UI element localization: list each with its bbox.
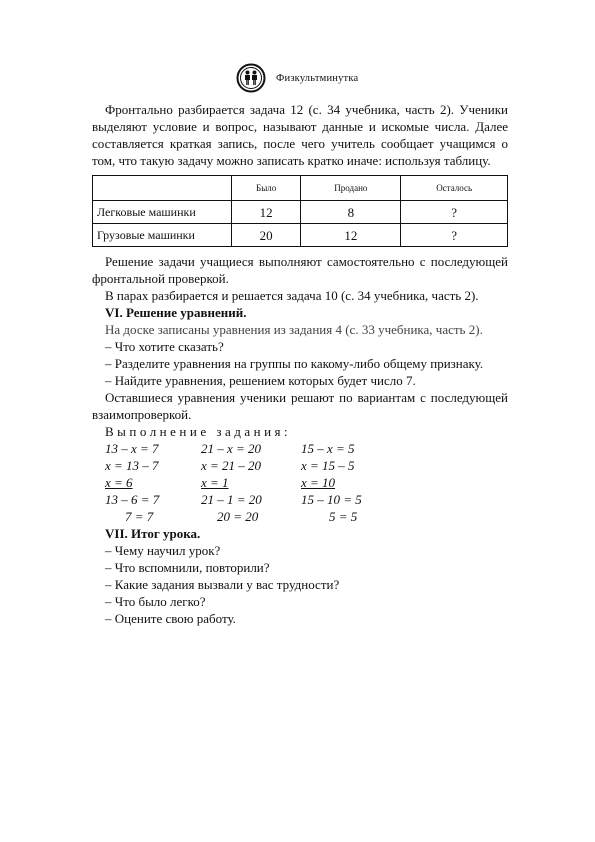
board-paragraph: На доске записаны уравнения из задания 4 (с. 33 учебника, часть 2). [105,322,483,337]
execution-label: Выполнение задания: [105,424,292,439]
section-7-title: VII. Итог урока. [105,526,201,541]
question-line: – Что хотите сказать? [105,339,224,354]
equation: 13 – x = 7 [105,441,159,456]
two-figures-icon [236,63,266,93]
equation: x = 13 – 7 [105,458,159,473]
table-header-cell: Продано [301,176,401,201]
table-cell: 12 [301,224,401,247]
table-cell: ? [401,201,508,224]
equation-check-result: 20 = 20 [217,509,259,524]
table-cell: ? [401,224,508,247]
solve-paragraph: Решение задачи учащиеся выполняют самостоятельно с последующей фронтальной проверкой. [92,254,508,286]
table-header-row [93,176,508,201]
intro-paragraph: Фронтально разбирается задача 12 (с. 34 учебника, часть 2). Ученики выделяют условие и вопрос, называют данные и искомые числа. Далее составляется краткая запись, после чего учитель сообщает учащимся о том, что такую задачу можно записать кратко иначе: используя таблицу. [92,102,508,168]
table-header-cell: Было [232,176,301,201]
answer-text: x = 1 [201,475,229,490]
equation-check: 21 – 1 = 20 [201,492,262,507]
equation: 15 – x = 5 [301,441,355,456]
table-cell: Легковые машинки [93,201,232,224]
equation-check-result: 7 = 7 [125,509,154,524]
equation: 21 – x = 20 [201,441,262,456]
equation-answer [201,474,301,491]
summary-item: – Что было легко? [105,594,206,609]
table-row [93,201,508,224]
section-6-title: VI. Решение уравнений. [105,305,247,320]
remaining-paragraph: Оставшиеся уравнения ученики решают по вариантам с последующей взаимопроверкой. [92,390,508,422]
document-body [92,101,508,627]
data-table [92,175,508,247]
answer-text: x = 6 [105,475,133,490]
question-line: – Разделите уравнения на группы по какому-либо общему признаку. [105,356,484,371]
table-cell: 8 [301,201,401,224]
pairs-paragraph: В парах разбирается и решается задача 10 (с. 34 учебника, часть 2). [105,288,479,303]
question-line: – Найдите уравнения, решением которых будет число 7. [105,373,416,388]
summary-item: – Какие задания вызвали у вас трудности? [105,577,340,592]
answer-text: x = 10 [301,475,336,490]
summary-item: – Оцените свою работу. [105,611,236,626]
summary-item: – Чему научил урок? [105,543,221,558]
equations-grid [92,440,508,525]
section-header [236,62,358,94]
table-cell: Грузовые машинки [93,224,232,247]
header-title: Физкультминутка [276,72,359,84]
table-header-cell [93,176,232,201]
equation-answer [105,474,201,491]
equation-check: 15 – 10 = 5 [301,492,362,507]
table-row [93,224,508,247]
summary-item: – Что вспомнили, повторили? [105,560,270,575]
equation-answer [301,474,421,491]
table-cell: 20 [232,224,301,247]
table-header-cell: Осталось [401,176,508,201]
equation: x = 21 – 20 [201,458,262,473]
equation: x = 15 – 5 [301,458,355,473]
equation-check: 13 – 6 = 7 [105,492,160,507]
table-cell: 12 [232,201,301,224]
equation-check-result: 5 = 5 [329,509,358,524]
